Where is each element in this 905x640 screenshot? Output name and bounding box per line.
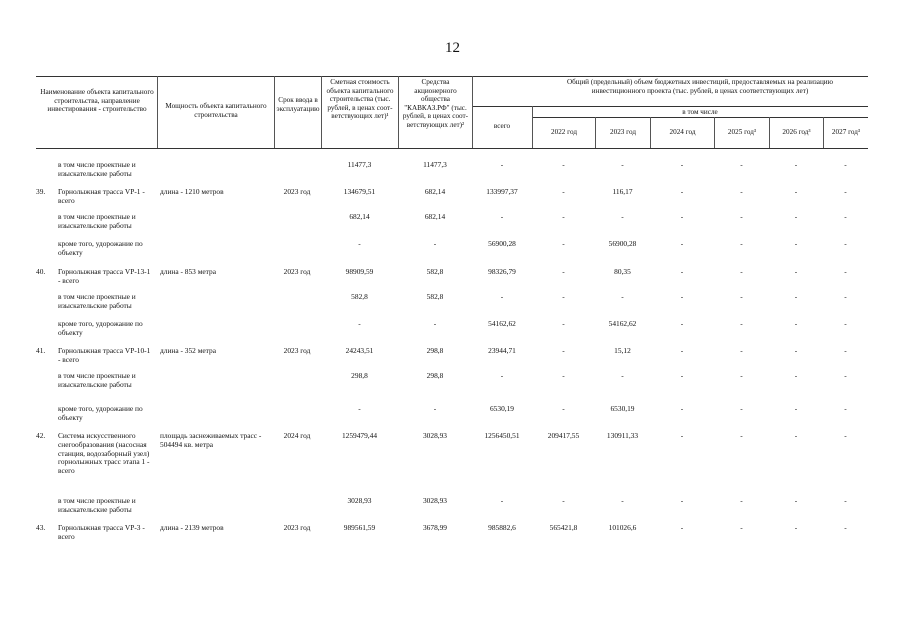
cell-y2022: -	[562, 346, 565, 355]
cell-cost: 298,8	[351, 371, 368, 380]
cell-y2025: -	[740, 371, 743, 380]
cell-y2023: 56900,28	[608, 239, 637, 248]
cell-name: кроме того, удорожание по объекту	[58, 319, 143, 337]
cell-y2022: -	[562, 212, 565, 221]
cell-company: 298,8	[426, 371, 444, 380]
cell-name: кроме того, удорожание по объекту	[58, 404, 143, 422]
cell-name: в том числе проектные и изыскательские работы	[58, 160, 136, 178]
cell-y2023: -	[621, 212, 624, 221]
cell-y2027: -	[844, 496, 847, 505]
cell-num: 41.	[36, 346, 46, 355]
cell-y2023: 116,17	[612, 187, 633, 196]
cell-capacity: длина - 1210 метров	[160, 187, 224, 196]
cell-cost: 11477,3	[347, 160, 372, 169]
cell-company: 582,8	[426, 267, 444, 276]
cell-y2023: 130911,33	[606, 431, 639, 440]
cell-y2027: -	[844, 292, 847, 301]
header-cost: Сметная стоимость объекта капитального строительства (тыс. рублей, в ценах соот-ветствующих лет)¹	[326, 78, 394, 121]
cell-y2024: -	[680, 346, 684, 355]
cell-total: 133997,37	[486, 187, 518, 196]
cell-y2024: -	[680, 267, 684, 276]
cell-y2024: -	[680, 212, 684, 221]
cell-y2026: -	[794, 496, 798, 505]
cell-cost: 582,8	[351, 292, 368, 301]
cell-name: в том числе проектные и изыскательские работы	[58, 212, 136, 230]
header-2023: 2023 год	[610, 128, 636, 136]
cell-y2023: 15,12	[614, 346, 631, 355]
cell-y2025: -	[740, 292, 743, 301]
cell-y2026: -	[794, 431, 798, 440]
cell-total: -	[500, 212, 504, 221]
cell-y2023: 101026,6	[608, 523, 637, 532]
cell-term: 2024 год	[283, 431, 311, 440]
cell-y2026: -	[794, 346, 798, 355]
cell-name: в том числе проектные и изыскательские работы	[58, 292, 136, 310]
cell-cost: 3028,93	[347, 496, 372, 505]
cell-cost: -	[358, 404, 361, 413]
header-name: Наименование объекта капитального строительства, направление инвестирования - строительство	[40, 88, 154, 114]
cell-y2025: -	[740, 160, 743, 169]
cell-y2027: -	[844, 431, 847, 440]
cell-term: 2023 год	[283, 187, 311, 196]
cell-term: 2023 год	[283, 523, 311, 532]
cell-y2025: -	[740, 212, 743, 221]
cell-name: Система искусственного снегообразования (насосная станция, водозаборный узел) горнолыжных трасс этапа 1 - всего	[58, 431, 150, 476]
cell-total: 985882,6	[488, 523, 516, 532]
cell-y2027: -	[844, 404, 847, 413]
header-capacity: Мощность объекта капитального строительства	[165, 102, 267, 119]
cell-total: 6530,19	[489, 404, 515, 413]
cell-y2022: -	[562, 292, 565, 301]
cell-y2025: -	[740, 319, 743, 328]
cell-capacity: длина - 853 метра	[160, 267, 216, 276]
cell-num: 39.	[36, 187, 46, 196]
header-total: всего	[493, 122, 511, 130]
cell-company: 682,14	[424, 187, 446, 196]
cell-num: 43.	[36, 523, 46, 532]
cell-y2026: -	[794, 319, 798, 328]
cell-y2024: -	[680, 431, 684, 440]
cell-name: в том числе проектные и изыскательские работы	[58, 371, 136, 389]
cell-y2024: -	[680, 160, 684, 169]
cell-y2024: -	[680, 187, 684, 196]
cell-y2026: -	[794, 160, 798, 169]
cell-company: 3028,93	[422, 431, 448, 440]
cell-y2022: -	[562, 319, 565, 328]
cell-cost: 682,14	[349, 212, 370, 221]
cell-company: -	[433, 239, 437, 248]
cell-total: 98326,79	[488, 267, 516, 276]
cell-y2027: -	[844, 267, 847, 276]
cell-company: 3678,99	[422, 523, 448, 532]
cell-company: 298,8	[426, 346, 444, 355]
cell-company: 11477,3	[423, 160, 447, 169]
cell-y2024: -	[680, 496, 684, 505]
header-including: в том числе	[682, 108, 718, 116]
cell-y2024: -	[680, 239, 684, 248]
cell-total: -	[500, 292, 504, 301]
cell-cost: 134679,51	[343, 187, 376, 196]
cell-y2025: -	[740, 496, 743, 505]
cell-cost: 98909,59	[345, 267, 374, 276]
cell-cost: -	[358, 319, 361, 328]
cell-capacity: длина - 2139 метров	[160, 523, 224, 532]
cell-name: в том числе проектные и изыскательские работы	[58, 496, 136, 514]
cell-cost: 1259479,44	[341, 431, 378, 440]
cell-y2024: -	[680, 319, 684, 328]
cell-capacity: длина - 352 метра	[160, 346, 216, 355]
cell-y2027: -	[844, 212, 847, 221]
header-company: Средства акционерного общества "КАВКАЗ.РФ" (тыс. рублей, в ценах соот-ветствующих лет)²	[402, 78, 469, 129]
cell-company: -	[433, 404, 437, 413]
cell-y2026: -	[794, 523, 798, 532]
cell-y2022: -	[562, 371, 565, 380]
cell-y2027: -	[844, 239, 847, 248]
cell-y2023: -	[621, 160, 624, 169]
header-2025: 2025 год³	[727, 128, 757, 136]
cell-y2026: -	[794, 239, 798, 248]
cell-total: 56900,28	[488, 239, 516, 248]
cell-total: -	[500, 371, 504, 380]
cell-company: 582,8	[426, 292, 444, 301]
cell-y2024: -	[680, 523, 684, 532]
cell-y2025: -	[740, 187, 743, 196]
cell-term: 2023 год	[283, 267, 311, 276]
cell-y2022: 209417,55	[547, 431, 580, 440]
cell-y2022: -	[562, 187, 565, 196]
header-total-group: Общий (предельный) объем бюджетных инвестиций, предоставляемых на реализацию инвестиционного проекта (тыс. рублей, в ценах соответствующих лет)	[566, 78, 834, 95]
cell-y2026: -	[794, 371, 798, 380]
cell-name: Горнолыжная трасса VP-13-1 - всего	[58, 267, 151, 285]
cell-total: 1256450,51	[484, 431, 520, 440]
cell-y2023: -	[621, 292, 624, 301]
cell-y2024: -	[680, 404, 684, 413]
cell-y2026: -	[794, 292, 798, 301]
cell-name: Горнолыжная трасса VP-1 - всего	[58, 187, 145, 205]
cell-name: Горнолыжная трасса VP-3 - всего	[58, 523, 145, 541]
cell-y2025: -	[740, 431, 743, 440]
cell-y2023: 6530,19	[610, 404, 635, 413]
cell-y2024: -	[680, 292, 684, 301]
cell-cost: 24243,51	[345, 346, 374, 355]
cell-y2023: 80,35	[614, 267, 631, 276]
cell-company: -	[433, 319, 437, 328]
cell-y2025: -	[740, 239, 743, 248]
cell-num: 40.	[36, 267, 46, 276]
header-2024: 2024 год	[669, 128, 696, 136]
cell-y2022: -	[562, 404, 565, 413]
cell-company: 3028,93	[422, 496, 448, 505]
cell-total: -	[500, 160, 504, 169]
cell-y2027: -	[844, 187, 847, 196]
header-2027: 2027 год³	[831, 128, 861, 136]
cell-y2027: -	[844, 523, 847, 532]
cell-term: 2023 год	[283, 346, 311, 355]
cell-cost: -	[358, 239, 361, 248]
cell-name: кроме того, удорожание по объекту	[58, 239, 143, 257]
cell-y2022: -	[562, 496, 565, 505]
cell-y2027: -	[844, 346, 847, 355]
cell-capacity: площадь заснеживаемых трасс - 504494 кв. метра	[160, 431, 262, 449]
page-number: 12	[445, 40, 460, 56]
header-2022: 2022 год	[551, 128, 577, 136]
cell-y2027: -	[844, 319, 847, 328]
cell-total: -	[500, 496, 504, 505]
cell-y2025: -	[740, 404, 743, 413]
cell-y2024: -	[680, 371, 684, 380]
cell-total: 23944,71	[488, 346, 516, 355]
cell-y2027: -	[844, 371, 847, 380]
cell-y2025: -	[740, 523, 743, 532]
cell-y2022: 565421,8	[549, 523, 578, 532]
cell-y2026: -	[794, 267, 798, 276]
cell-y2023: -	[621, 371, 624, 380]
cell-y2025: -	[740, 267, 743, 276]
cell-y2026: -	[794, 404, 798, 413]
cell-y2027: -	[844, 160, 847, 169]
cell-y2026: -	[794, 212, 798, 221]
cell-num: 42.	[36, 431, 46, 440]
cell-y2023: -	[621, 496, 624, 505]
cell-y2026: -	[794, 187, 798, 196]
cell-cost: 989561,59	[343, 523, 376, 532]
cell-company: 682,14	[424, 212, 446, 221]
cell-name: Горнолыжная трасса VP-10-1 - всего	[58, 346, 151, 364]
cell-total: 54162,62	[488, 319, 516, 328]
header-2026: 2026 год³	[782, 128, 811, 136]
cell-y2022: -	[562, 239, 565, 248]
cell-y2022: -	[562, 267, 565, 276]
cell-y2023: 54162,62	[608, 319, 637, 328]
header-term: Срок ввода в эксплуатацию	[276, 96, 320, 113]
cell-y2022: -	[562, 160, 565, 169]
cell-y2025: -	[740, 346, 743, 355]
